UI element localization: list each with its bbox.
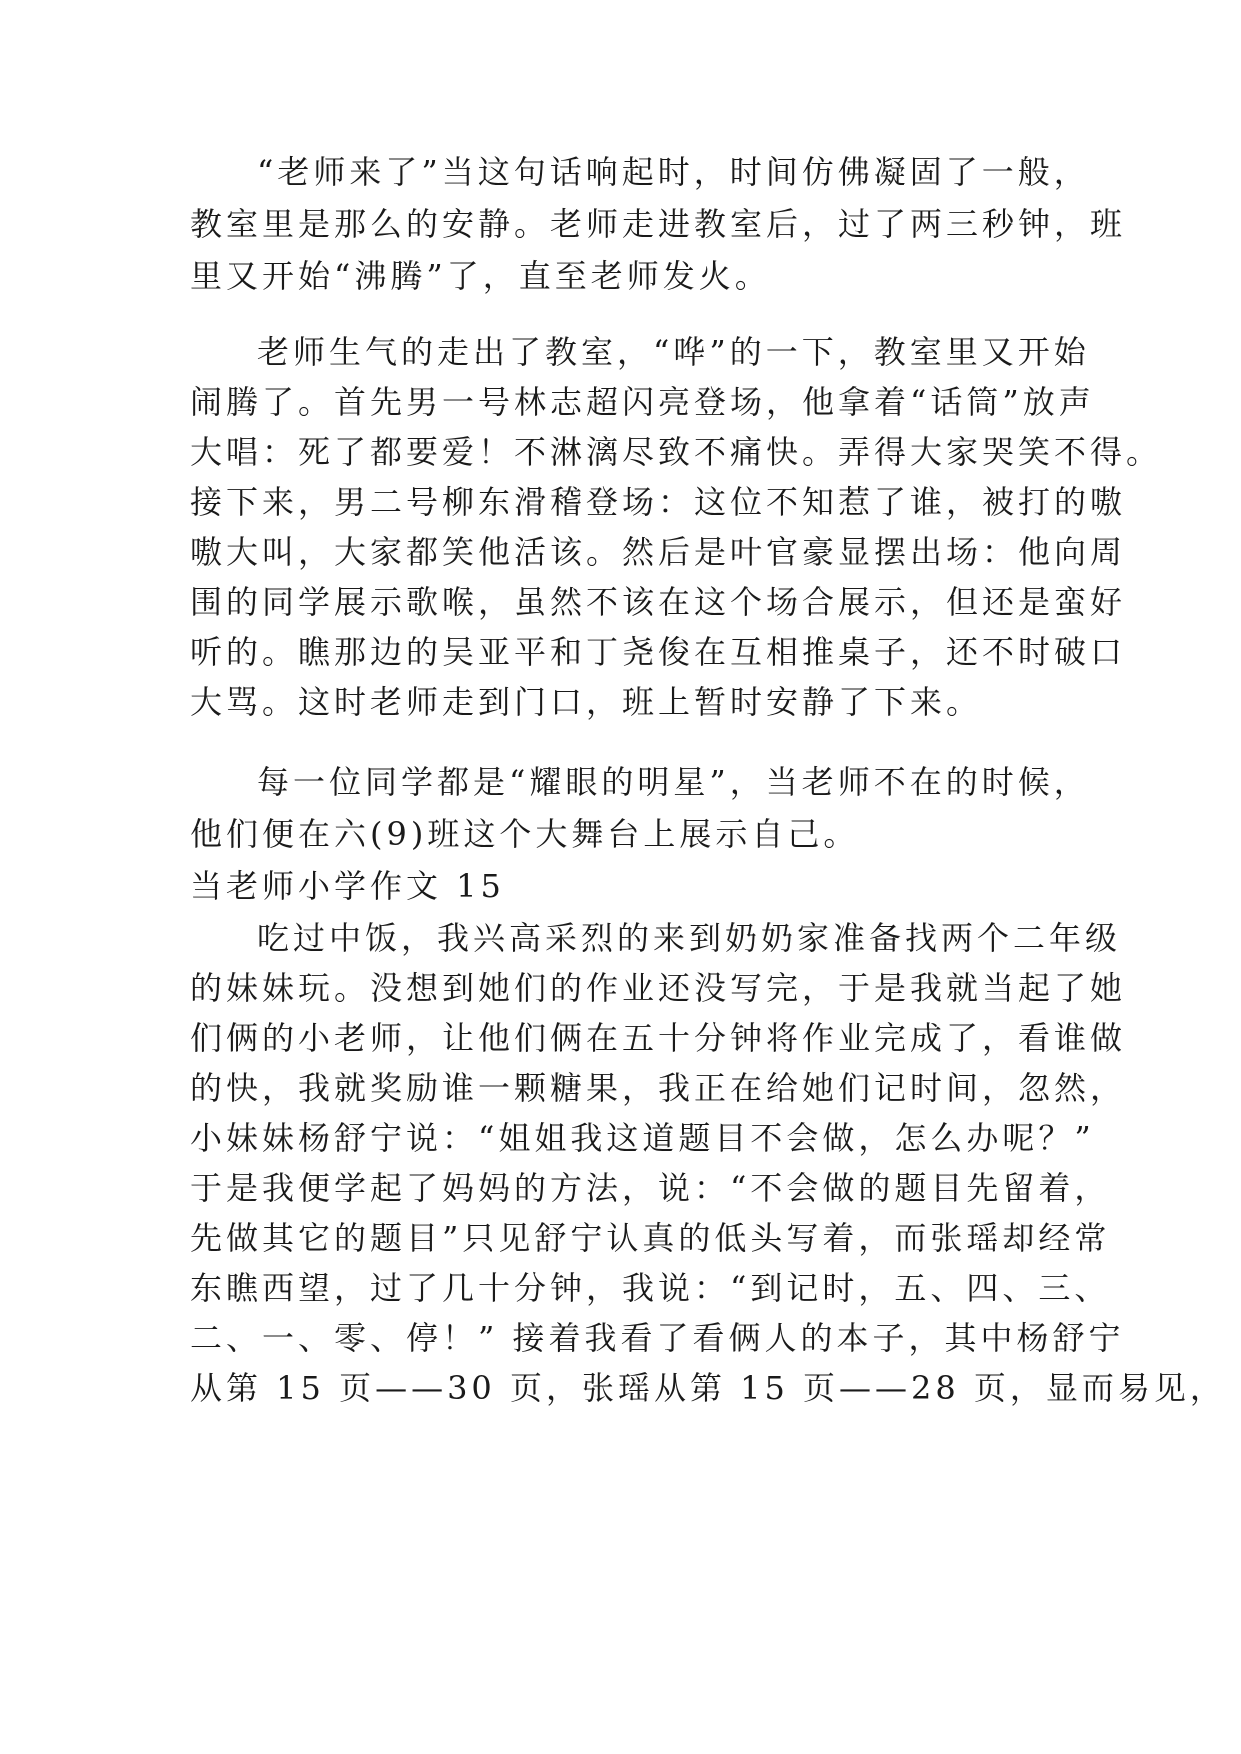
text-line: 从第 15 页——30 页，张瑶从第 15 页——28 页，显而易见， bbox=[190, 1369, 1226, 1407]
section-heading: 当老师小学作文 15 bbox=[190, 867, 505, 905]
text-line: 小妹妹杨舒宁说：“姐姐我这道题目不会做，怎么办呢？” bbox=[190, 1119, 1095, 1157]
text-line: 们俩的小老师，让他们俩在五十分钟将作业完成了，看谁做 bbox=[190, 1019, 1127, 1057]
text-line: 的妹妹玩。没想到她们的作业还没写完，于是我就当起了她 bbox=[190, 969, 1127, 1007]
text-line: 每一位同学都是“耀眼的明星”，当老师不在的时候， bbox=[257, 763, 1090, 801]
text-line: 二、一、零、停！” 接着我看了看俩人的本子，其中杨舒宁 bbox=[190, 1319, 1125, 1357]
text-line: 嗷大叫，大家都笑他活该。然后是叶官豪显摆出场：他向周 bbox=[190, 533, 1127, 571]
text-line: 他们便在六(9)班这个大舞台上展示自己。 bbox=[190, 815, 860, 853]
text-line: 教室里是那么的安静。老师走进教室后，过了两三秒钟，班 bbox=[190, 205, 1127, 243]
text-line: 老师生气的走出了教室，“哗”的一下，教室里又开始 bbox=[257, 333, 1090, 371]
text-line: 大唱：死了都要爱！不淋漓尽致不痛快。弄得大家哭笑不得。 bbox=[190, 433, 1163, 471]
text-line: 的快，我就奖励谁一颗糖果，我正在给她们记时间，忽然， bbox=[190, 1069, 1127, 1107]
text-line: 围的同学展示歌喉，虽然不该在这个场合展示，但还是蛮好 bbox=[190, 583, 1127, 621]
text-line: 大骂。这时老师走到门口，班上暂时安静了下来。 bbox=[190, 683, 983, 721]
text-line: 里又开始“沸腾”了，直至老师发火。 bbox=[190, 257, 771, 295]
text-line: 吃过中饭，我兴高采烈的来到奶奶家准备找两个二年级 bbox=[257, 919, 1122, 957]
text-line: 东瞧西望，过了几十分钟，我说：“到记时，五、四、三、 bbox=[190, 1269, 1111, 1307]
text-line: 闹腾了。首先男一号林志超闪亮登场，他拿着“话筒”放声 bbox=[190, 383, 1095, 421]
text-line: 听的。瞧那边的吴亚平和丁尧俊在互相推桌子，还不时破口 bbox=[190, 633, 1127, 671]
text-line: 接下来，男二号柳东滑稽登场：这位不知惹了谁，被打的嗷 bbox=[190, 483, 1127, 521]
text-line: “老师来了”当这句话响起时，时间仿佛凝固了一般， bbox=[257, 153, 1090, 191]
text-line: 先做其它的题目”只见舒宁认真的低头写着，而张瑶却经常 bbox=[190, 1219, 1111, 1257]
text-line: 于是我便学起了妈妈的方法，说：“不会做的题目先留着， bbox=[190, 1169, 1111, 1207]
